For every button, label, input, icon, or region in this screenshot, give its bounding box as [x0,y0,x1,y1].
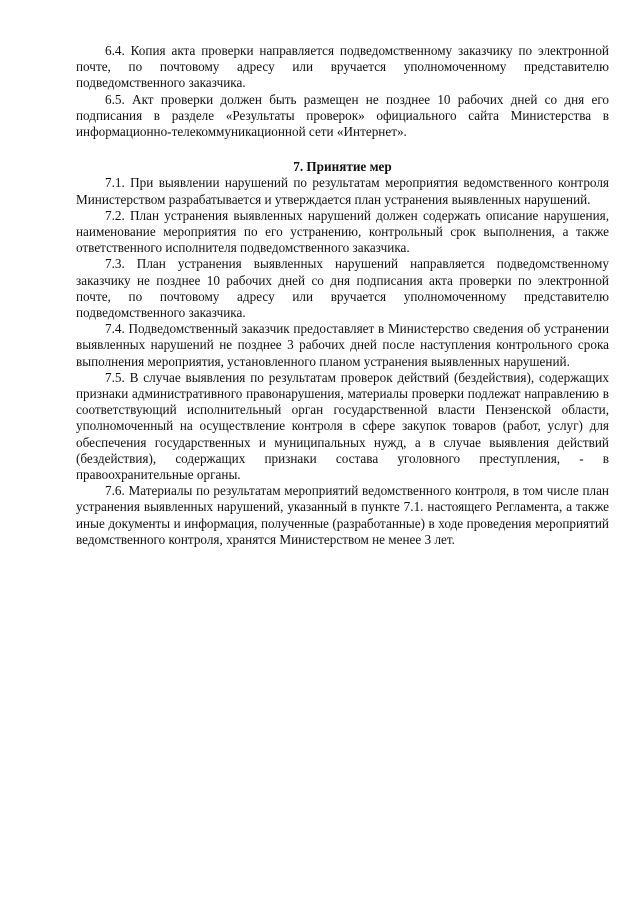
paragraph-7-6: 7.6. Материалы по результатам мероприятий ведомственного контроля, в том числе план устранения выявленных нарушений, указанный в пункте 7.1. настоящего Регламента, а также иные документы и информация, полученные (разработанные) в ходе проведения мероприятий ведомственного контроля, хранятся Министерством не менее 3 лет. [76,483,609,547]
paragraph-6-4: 6.4. Копия акта проверки направляется подведомственному заказчику по электронной почте, по почтовому адресу или вручается уполномоченному представителю подведомственного заказчика. [76,43,609,91]
section-7-heading: 7. Принятие мер [293,159,392,175]
paragraph-7-5: 7.5. В случае выявления по результатам проверок действий (бездействия), содержащих признаки административного правонарушения, материалы проверки подлежат направлению в соответствующий исполнительный орган государственной власти Пензенской области, уполномоченный на осуществление контроля в сфере закупок товаров (работ, услуг) для обеспечения государственных и муниципальных нужд, а в случае выявления действий (бездействия), содержащих признаки состава уголовного преступления, - в правоохранительные органы. [76,369,609,483]
paragraph-7-1: 7.1. При выявлении нарушений по результатам мероприятия ведомственного контроля Министерством разрабатывается и утверждается план устранения выявленных нарушений. [76,175,609,207]
document-page [76,43,609,548]
paragraph-7-4: 7.4. Подведомственный заказчик предоставляет в Министерство сведения об устранении выявленных нарушений не позднее 3 рабочих дней после наступления контрольного срока выполнения мероприятия, установленного планом устранения выявленных нарушений. [76,321,609,369]
paragraph-6-5: 6.5. Акт проверки должен быть размещен не позднее 10 рабочих дней со дня его подписания в разделе «Результаты проверок» официального сайта Министерства в информационно-телекоммуникационной сети «Интернет». [76,91,609,140]
paragraph-7-2: 7.2. План устранения выявленных нарушений должен содержать описание нарушения, наименование мероприятия по его устранению, контрольный срок выполнения, а также ответственного исполнителя подведомственного заказчика. [76,207,609,256]
paragraph-7-3: 7.3. План устранения выявленных нарушений направляется подведомственному заказчику не позднее 10 рабочих дней со дня подписания акта проверки по электронной почте, по почтовому адресу или вручается уполномоченному представителю подведомственного заказчика. [76,256,609,321]
